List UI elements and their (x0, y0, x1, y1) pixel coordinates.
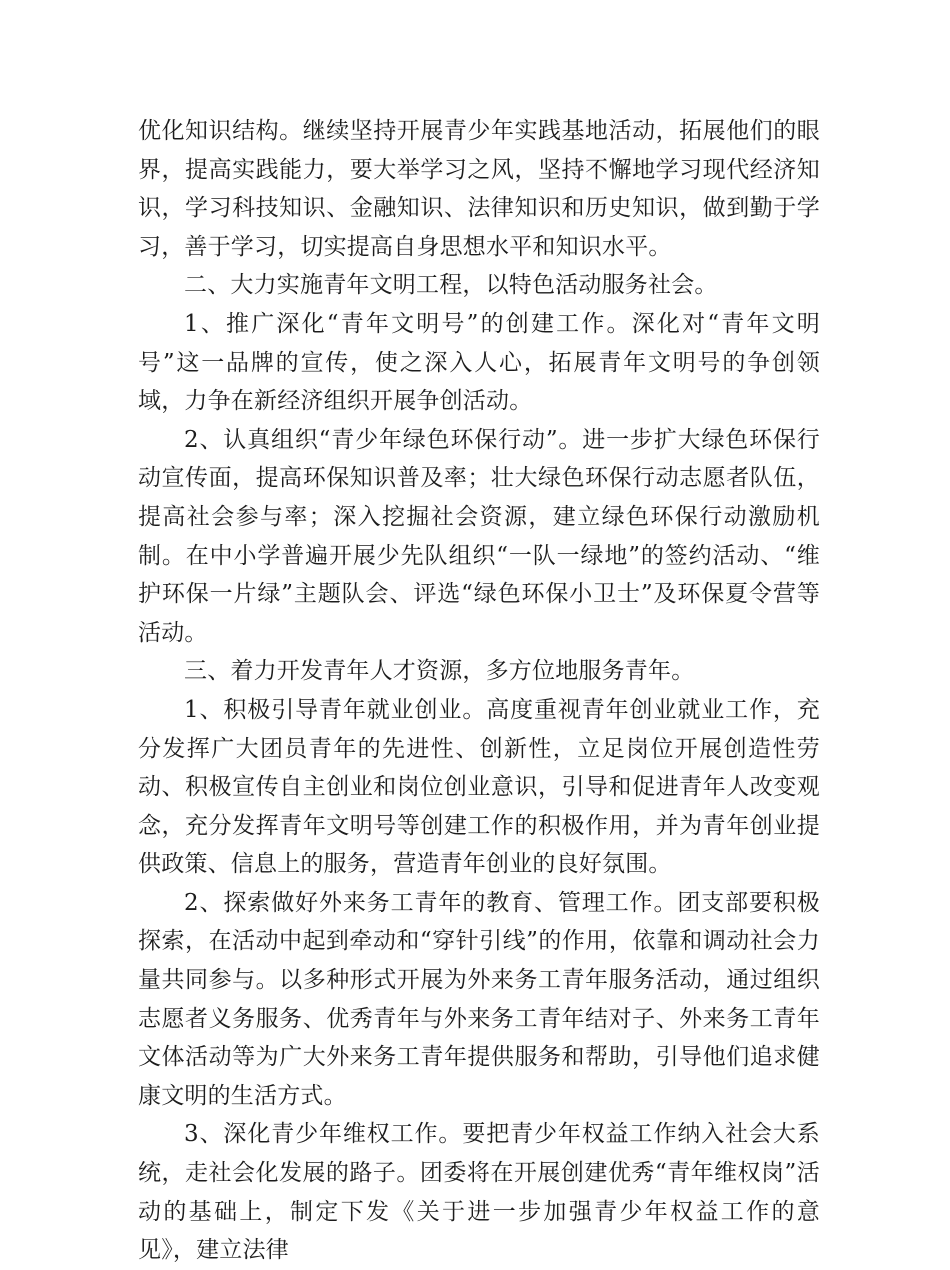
section-heading-2: 二、大力实施青年文明工程，以特色活动服务社会。 (184, 272, 718, 299)
paragraph-3-3: 3、深化青少年维权工作。要把青少年权益工作纳入社会大系统，走社会化发展的路子。团委将在开展创建优秀“青年维权岗”活动的基础上，制定下发《关于进一步加强青少年权益工作的意见》，建立法律 (138, 1121, 820, 1264)
paragraph-3-1: 1、积极引导青年就业创业。高度重视青年创业就业工作，充分发挥广大团员青年的先进性、创新性，立足岗位开展创造性劳动、积极宣传自主创业和岗位创业意识，引导和促进青年人改变观念，充分发挥青年文明号等创建工作的积极作用，并为青年创业提供政策、信息上的服务，营造青年创业的良好氛围。 (138, 696, 820, 878)
paragraph-1: 优化知识结构。继续坚持开展青少年实践基地活动，拓展他们的眼界，提高实践能力，要大举学习之风，坚持不懈地学习现代经济知识，学习科技知识、金融知识、法律知识和历史知识，做到勤于学习，善于学习，切实提高自身思想水平和知识水平。 (138, 118, 820, 260)
document-body (138, 112, 820, 1270)
paragraph-2-2: 2、认真组织“青少年绿色环保行动”。进一步扩大绿色环保行动宣传面，提高环保知识普及率；壮大绿色环保行动志愿者队伍，提高社会参与率；深入挖掘社会资源，建立绿色环保行动激励机制。在中小学普遍开展少先队组织“一队一绿地”的签约活动、“维护环保一片绿”主题队会、评选“绿色环保小卫士”及环保夏令营等活动。 (138, 426, 820, 646)
paragraph-3-2: 2、探索做好外来务工青年的教育、管理工作。团支部要积极探索，在活动中起到牵动和“穿针引线”的作用，依靠和调动社会力量共同参与。以多种形式开展为外来务工青年服务活动，通过组织志愿者义务服务、优秀青年与外来务工青年结对子、外来务工青年文体活动等为广大外来务工青年提供服务和帮助，引导他们追求健康文明的生活方式。 (138, 889, 820, 1109)
paragraph-2-1: 1、推广深化“青年文明号”的创建工作。深化对“青年文明号”这一品牌的宣传，使之深入人心，拓展青年文明号的争创领域，力争在新经济组织开展争创活动。 (138, 310, 820, 415)
section-heading-3: 三、着力开发青年人才资源，多方位地服务青年。 (184, 658, 695, 685)
